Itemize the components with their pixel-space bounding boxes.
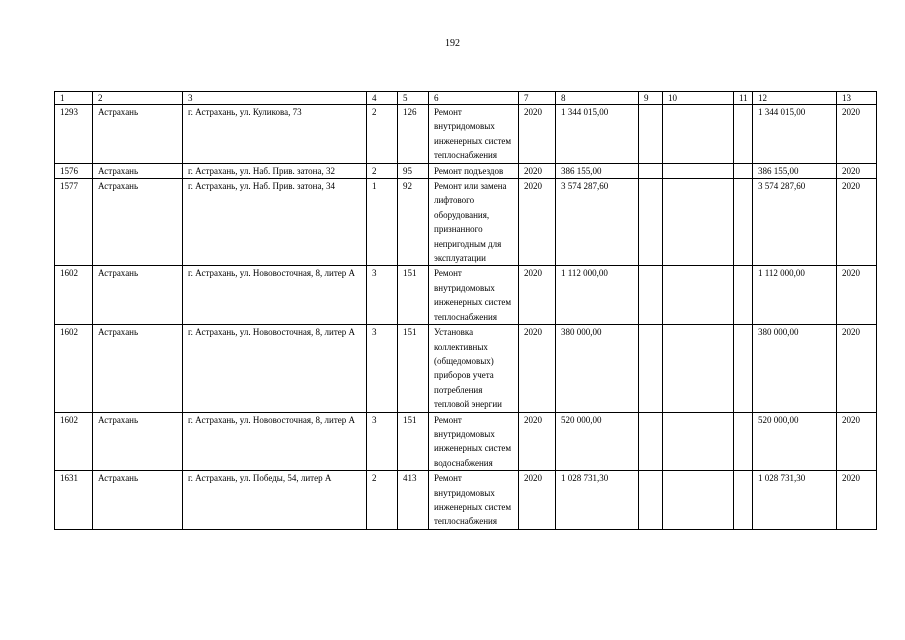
cell-year: 2020 <box>519 325 556 412</box>
cell-col-9 <box>639 163 663 178</box>
cell-col-5: 413 <box>398 471 429 530</box>
cell-col-4: 2 <box>367 105 398 164</box>
cell-id: 1602 <box>55 412 93 471</box>
cell-municipality: Астрахань <box>93 266 183 325</box>
cell-end-year: 2020 <box>837 105 877 164</box>
cell-col-10 <box>663 105 734 164</box>
cell-total: 520 000,00 <box>753 412 837 471</box>
cell-cost: 1 028 731,30 <box>556 471 639 530</box>
table-row <box>55 163 877 178</box>
cell-col-10 <box>663 412 734 471</box>
cell-col-4: 3 <box>367 325 398 412</box>
cell-col-10 <box>663 471 734 530</box>
cell-col-4: 2 <box>367 471 398 530</box>
cell-address: г. Астрахань, ул. Наб. Прив. затона, 32 <box>183 163 367 178</box>
table-row <box>55 266 877 325</box>
cell-id: 1602 <box>55 325 93 412</box>
cell-address: г. Астрахань, ул. Победы, 54, литер А <box>183 471 367 530</box>
table-row <box>55 412 877 471</box>
cell-work-type: Ремонт подъездов <box>429 163 519 178</box>
cell-end-year: 2020 <box>837 179 877 266</box>
cell-id: 1293 <box>55 105 93 164</box>
cell-cost: 3 574 287,60 <box>556 179 639 266</box>
cell-id: 1577 <box>55 179 93 266</box>
cell-end-year: 2020 <box>837 471 877 530</box>
cell-address: г. Астрахань, ул. Наб. Прив. затона, 34 <box>183 179 367 266</box>
cell-col-9 <box>639 471 663 530</box>
cell-year: 2020 <box>519 163 556 178</box>
cell-address: г. Астрахань, ул. Нововосточная, 8, литер А <box>183 412 367 471</box>
cell-cost: 386 155,00 <box>556 163 639 178</box>
table-row <box>55 179 877 266</box>
cell-id: 1631 <box>55 471 93 530</box>
cell-end-year: 2020 <box>837 412 877 471</box>
cell-col-4: 1 <box>367 179 398 266</box>
column-header: 13 <box>837 92 877 105</box>
column-header: 6 <box>429 92 519 105</box>
cell-municipality: Астрахань <box>93 471 183 530</box>
table-row <box>55 105 877 164</box>
cell-work-type: Ремонт внутридомовых инженерных систем водоснабжения <box>429 412 519 471</box>
column-header: 12 <box>753 92 837 105</box>
cell-work-type: Установка коллективных (общедомовых) приборов учета потребления тепловой энергии <box>429 325 519 412</box>
cell-col-9 <box>639 266 663 325</box>
table-row <box>55 325 877 412</box>
cell-end-year: 2020 <box>837 325 877 412</box>
cell-id: 1602 <box>55 266 93 325</box>
table-body <box>55 92 877 530</box>
cell-col-5: 151 <box>398 412 429 471</box>
cell-cost: 520 000,00 <box>556 412 639 471</box>
cell-year: 2020 <box>519 105 556 164</box>
cell-address: г. Астрахань, ул. Нововосточная, 8, литер А <box>183 325 367 412</box>
cell-col-9 <box>639 179 663 266</box>
cell-end-year: 2020 <box>837 266 877 325</box>
column-header: 1 <box>55 92 93 105</box>
cell-cost: 1 344 015,00 <box>556 105 639 164</box>
cell-total: 1 112 000,00 <box>753 266 837 325</box>
column-header: 9 <box>639 92 663 105</box>
column-header: 5 <box>398 92 429 105</box>
cell-col-11 <box>734 412 753 471</box>
cell-work-type: Ремонт или замена лифтового оборудования, признанного непригодным для эксплуатации <box>429 179 519 266</box>
page-number: 192 <box>445 38 460 49</box>
cell-col-4: 3 <box>367 412 398 471</box>
cell-total: 380 000,00 <box>753 325 837 412</box>
cell-id: 1576 <box>55 163 93 178</box>
column-header: 8 <box>556 92 639 105</box>
cell-col-11 <box>734 266 753 325</box>
cell-municipality: Астрахань <box>93 179 183 266</box>
cell-municipality: Астрахань <box>93 105 183 164</box>
cell-total: 1 344 015,00 <box>753 105 837 164</box>
cell-col-11 <box>734 163 753 178</box>
cell-col-10 <box>663 266 734 325</box>
cell-year: 2020 <box>519 471 556 530</box>
cell-col-11 <box>734 179 753 266</box>
cell-work-type: Ремонт внутридомовых инженерных систем теплоснабжения <box>429 471 519 530</box>
cell-address: г. Астрахань, ул. Нововосточная, 8, литер А <box>183 266 367 325</box>
column-header: 3 <box>183 92 367 105</box>
column-header: 10 <box>663 92 734 105</box>
column-header: 7 <box>519 92 556 105</box>
cell-work-type: Ремонт внутридомовых инженерных систем теплоснабжения <box>429 105 519 164</box>
cell-col-10 <box>663 163 734 178</box>
cell-col-9 <box>639 412 663 471</box>
cell-total: 1 028 731,30 <box>753 471 837 530</box>
column-header: 2 <box>93 92 183 105</box>
cell-col-4: 3 <box>367 266 398 325</box>
cell-total: 386 155,00 <box>753 163 837 178</box>
cell-cost: 380 000,00 <box>556 325 639 412</box>
column-header: 4 <box>367 92 398 105</box>
cell-col-9 <box>639 325 663 412</box>
cell-col-5: 92 <box>398 179 429 266</box>
cell-col-10 <box>663 325 734 412</box>
cell-col-11 <box>734 325 753 412</box>
cell-cost: 1 112 000,00 <box>556 266 639 325</box>
cell-col-11 <box>734 471 753 530</box>
cell-col-4: 2 <box>367 163 398 178</box>
table-row <box>55 471 877 530</box>
cell-col-10 <box>663 179 734 266</box>
cell-year: 2020 <box>519 179 556 266</box>
cell-col-9 <box>639 105 663 164</box>
cell-municipality: Астрахань <box>93 163 183 178</box>
cell-address: г. Астрахань, ул. Куликова, 73 <box>183 105 367 164</box>
cell-year: 2020 <box>519 412 556 471</box>
cell-municipality: Астрахань <box>93 325 183 412</box>
cell-col-5: 126 <box>398 105 429 164</box>
repair-program-table <box>54 91 877 530</box>
cell-col-5: 151 <box>398 325 429 412</box>
cell-col-5: 151 <box>398 266 429 325</box>
cell-municipality: Астрахань <box>93 412 183 471</box>
cell-end-year: 2020 <box>837 163 877 178</box>
cell-year: 2020 <box>519 266 556 325</box>
column-header: 11 <box>734 92 753 105</box>
cell-total: 3 574 287,60 <box>753 179 837 266</box>
cell-col-5: 95 <box>398 163 429 178</box>
column-number-row <box>55 92 877 105</box>
cell-col-11 <box>734 105 753 164</box>
cell-work-type: Ремонт внутридомовых инженерных систем теплоснабжения <box>429 266 519 325</box>
